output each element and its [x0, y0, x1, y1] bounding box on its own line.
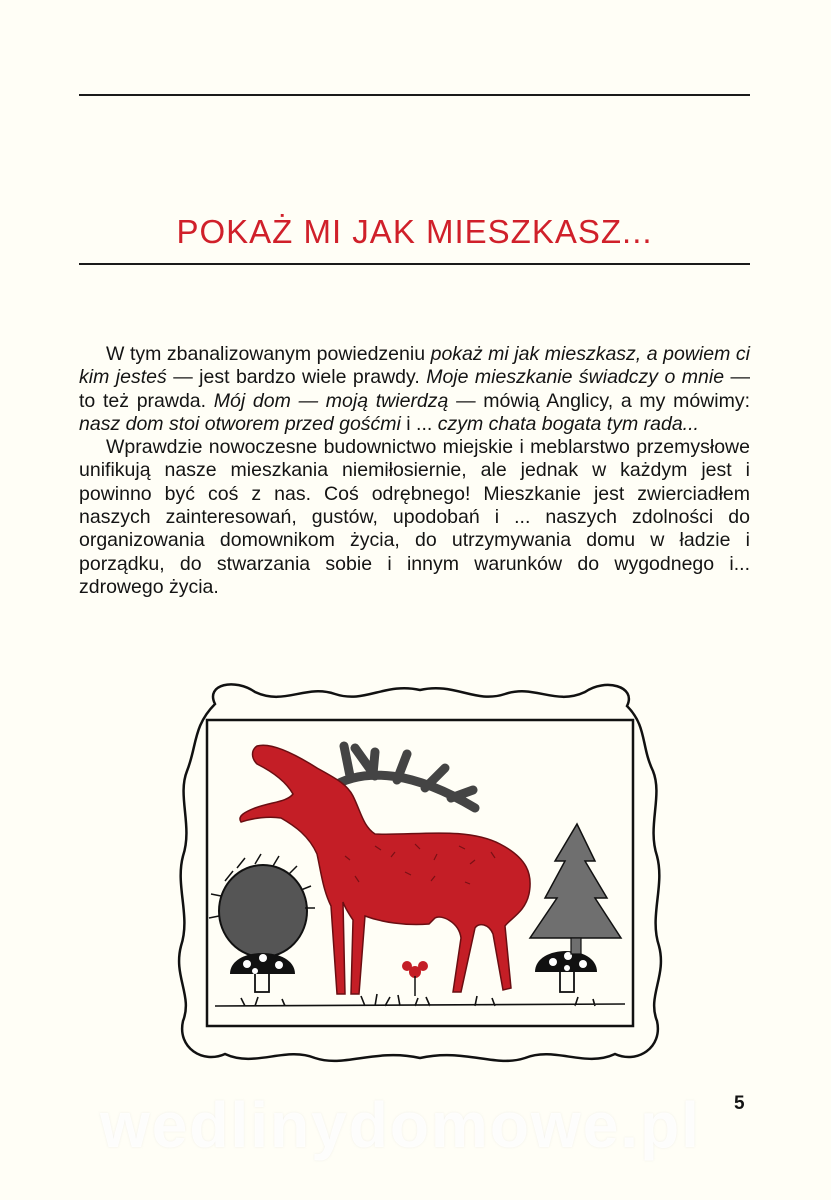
text-run: — to też prawda.	[79, 366, 751, 412]
page-title: POKAŻ MI JAK MIESZKASZ...	[176, 213, 653, 250]
text-run: i ...	[400, 412, 438, 435]
body-text	[79, 343, 750, 599]
italic-phrase: Mój dom — moją twierdzą	[213, 389, 449, 412]
italic-phrase: Moje mieszkanie świadczy o mnie	[426, 366, 725, 389]
italic-phrase: pokaż mi jak mieszkasz, a powiem ci kim jesteś	[79, 343, 750, 389]
text-run: — jest bardzo wiele prawdy.	[166, 366, 427, 389]
italic-phrase: nasz dom stoi otworem przed gośćmi	[79, 412, 401, 435]
deer-frame-illustration	[175, 676, 665, 1071]
italic-phrase: czym chata bogata tym rada...	[437, 412, 699, 435]
page-number: 5	[734, 1093, 745, 1114]
text-run: W tym zbanalizowanym powiedzeniu	[106, 343, 431, 365]
paragraph-2: Wprawdzie nowoczesne budownictwo miejskie i meblarstwo przemysłowe unifikują nasze mieszkania niemiłosiernie, ale jednak w każdym jest i powinno być coś z nas. Coś odrębnego! Mieszkanie jest zwierciadłem naszych zainteresowań, gustów, upodobań i ... naszych zdolności do organizowania domownikom życia, do utrzymywania domu w ładzie i porządku, do stwarzania sobie i innym warunków do wygodnego i... zdrowego życia.	[79, 436, 750, 598]
text-run: — mówią Anglicy, a my mówimy:	[448, 389, 750, 412]
title-underline	[79, 263, 750, 265]
watermark: wedlinydomowe.pl	[100, 1089, 701, 1161]
paragraph-1	[79, 343, 750, 436]
top-rule	[79, 94, 750, 96]
